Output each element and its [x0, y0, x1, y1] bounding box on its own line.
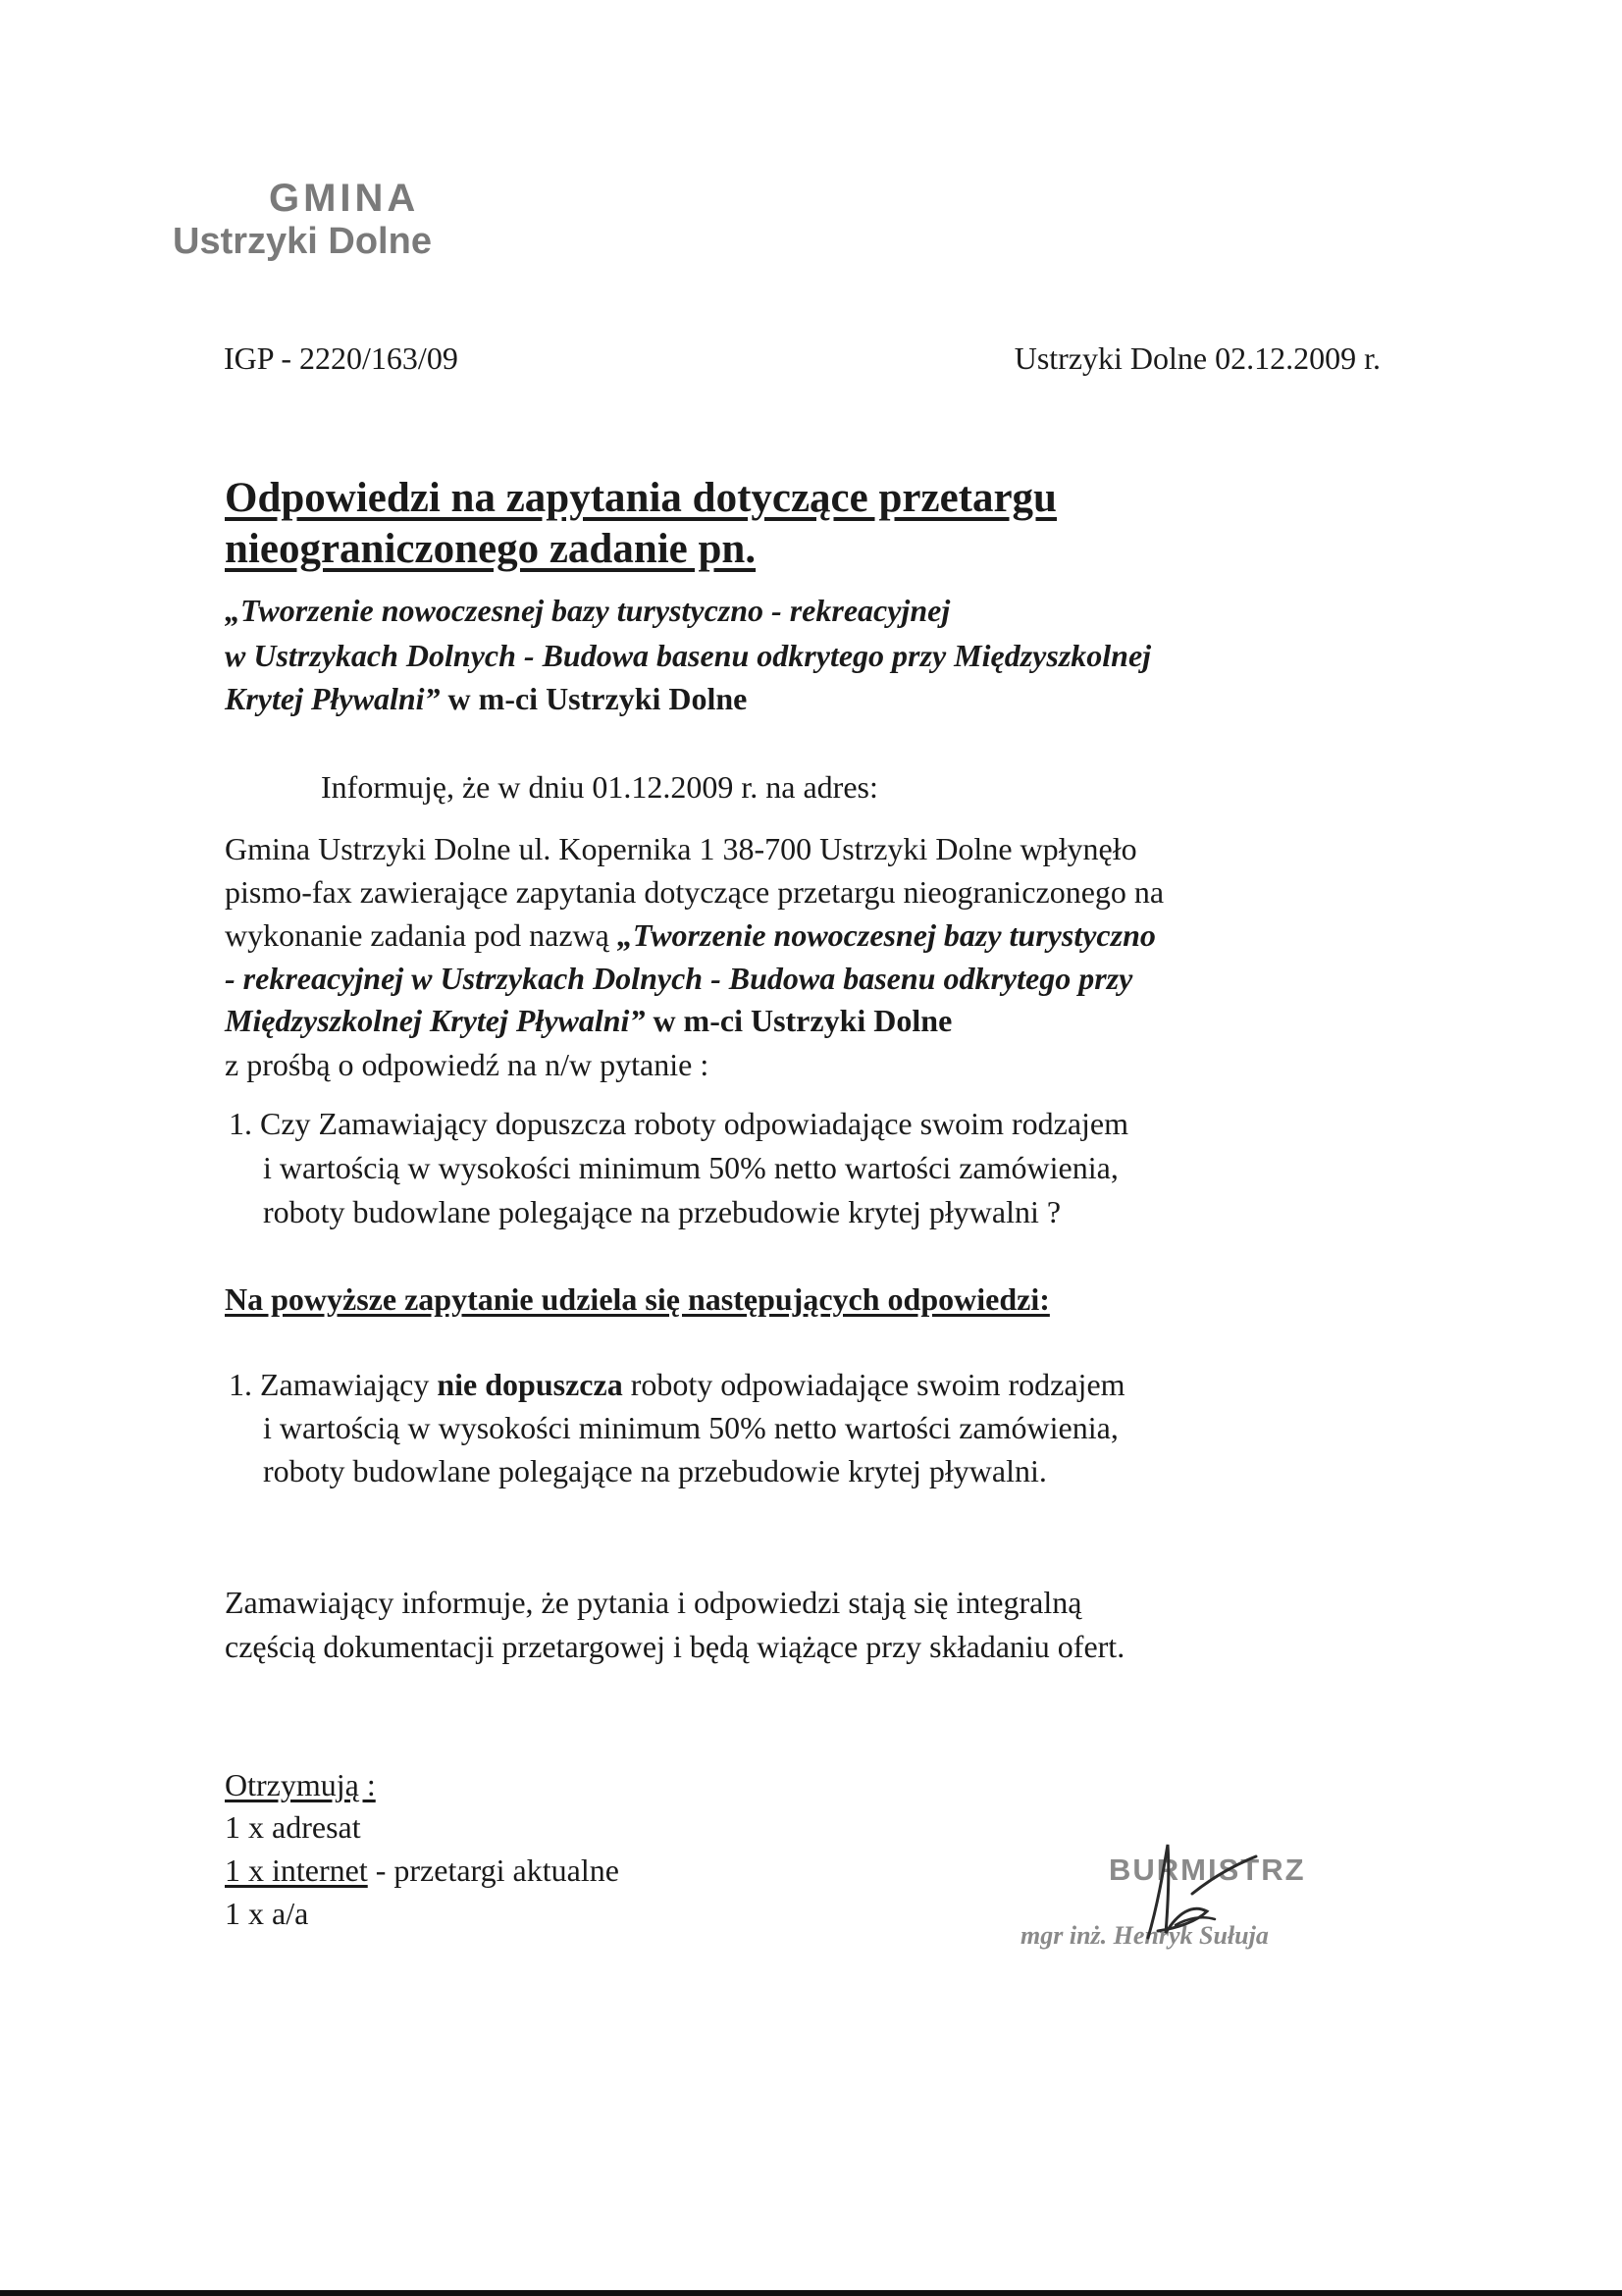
closing-line2: częścią dokumentacji przetargowej i będą wiążące przy składaniu ofert. — [225, 1629, 1125, 1664]
answer-line1 — [229, 1366, 1125, 1403]
answer-line1-b: roboty odpowiadające swoim rodzajem — [622, 1367, 1125, 1402]
recipients-heading: Otrzymują : — [225, 1767, 376, 1802]
subject-line2: w Ustrzykach Dolnych - Budowa basenu odkrytego przy Międzyszkolnej — [225, 638, 1152, 673]
subject-line1: „Tworzenie nowoczesnej bazy turystyczno - rekreacyjnej — [225, 593, 951, 628]
recipient-2 — [225, 1852, 619, 1889]
body-line3-italic: „Tworzenie nowoczesnej bazy turystyczno — [616, 917, 1156, 953]
answer-line1-a: 1. Zamawiający — [229, 1367, 438, 1402]
reference-number: IGP - 2220/163/09 — [224, 340, 458, 376]
closing-line1: Zamawiający informuje, że pytania i odpowiedzi stają się integralną — [225, 1585, 1082, 1620]
scan-bottom-edge — [0, 2290, 1622, 2296]
body-line2: pismo-fax zawierające zapytania dotyczące przetargu nieograniczonego na — [225, 874, 1165, 910]
signature-name: mgr inż. Henryk Sułuja — [1020, 1921, 1269, 1950]
question-line2: i wartością w wysokości minimum 50% netto wartości zamówienia, — [263, 1150, 1119, 1185]
letterhead-line2: Ustrzyki Dolne — [173, 221, 432, 262]
body-line5-rest: w m-ci Ustrzyki Dolne — [645, 1003, 953, 1038]
body-line3 — [225, 916, 1156, 954]
signature-stamp — [1020, 1835, 1354, 1972]
recipient-1: 1 x adresat — [225, 1809, 361, 1845]
question-line3: roboty budowlane polegające na przebudowie krytej pływalni ? — [263, 1194, 1062, 1229]
document-date: Ustrzyki Dolne 02.12.2009 r. — [1014, 340, 1381, 376]
letterhead-line1: GMINA — [269, 177, 420, 220]
answer-line3: roboty budowlane polegające na przebudowie krytej pływalni. — [263, 1453, 1047, 1488]
body-line5-italic: Międzyszkolnej Krytej Pływalni” — [225, 1003, 646, 1038]
body-line4: - rekreacyjnej w Ustrzykach Dolnych - Budowa basenu odkrytego przy — [225, 961, 1133, 996]
recipient-3: 1 x a/a — [225, 1896, 309, 1931]
body-line5 — [225, 1002, 952, 1039]
subject-line3-italic: Krytej Pływalni” — [225, 681, 441, 716]
body-line6: z prośbą o odpowiedź na n/w pytanie : — [225, 1047, 709, 1082]
answer-line1-bold: nie dopuszcza — [437, 1367, 623, 1402]
answer-line2: i wartością w wysokości minimum 50% netto wartości zamówienia, — [263, 1410, 1119, 1445]
body-line3-plain: wykonanie zadania pod nazwą — [225, 917, 617, 953]
body-line1: Gmina Ustrzyki Dolne ul. Kopernika 1 38-700 Ustrzyki Dolne wpłynęło — [225, 831, 1137, 866]
subject-line3 — [225, 680, 747, 717]
answer-heading: Na powyższe zapytanie udziela się następujących odpowiedzi: — [225, 1281, 1050, 1317]
signature-title: BURMISTRZ — [1109, 1852, 1306, 1887]
question-line1: 1. Czy Zamawiający dopuszcza roboty odpowiadające swoim rodzajem — [229, 1106, 1128, 1141]
handwritten-signature-icon — [1020, 1835, 1354, 1972]
recipient-2-rest: - przetargi aktualne — [367, 1852, 619, 1888]
title-line1: Odpowiedzi na zapytania dotyczące przetargu — [225, 475, 1057, 521]
letterhead-stamp — [173, 177, 432, 263]
recipient-2-underlined: 1 x internet — [225, 1852, 368, 1888]
intro-text: Informuję, że w dniu 01.12.2009 r. na adres: — [321, 769, 878, 805]
title-line2: nieograniczonego zadanie pn. — [225, 526, 757, 572]
subject-line3-rest: w m-ci Ustrzyki Dolne — [440, 681, 748, 716]
